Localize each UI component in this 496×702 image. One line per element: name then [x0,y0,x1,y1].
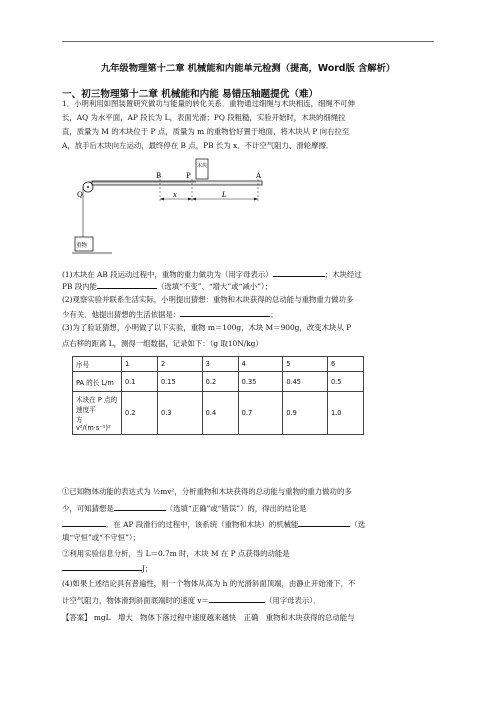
label-l: L [222,191,227,199]
label-x: x [173,191,177,199]
header-rule [62,41,434,42]
table-row: PA 的长 L/m 0.1 0.15 0.2 0.35 0.45 0.5 [73,372,364,392]
table-row: 木块在 P 点的速度平 方 v²/(m·s⁻¹)² 0.2 0.3 0.4 0.7 0.9 1.0 [73,392,364,435]
sub1-line: ①已知物体动能的表达式为 ½mv²，分析重物和木块获得的总动能与重物的重力做功的多 [62,487,352,496]
table-surface [92,181,262,185]
sub1-line-3: ．在 AP 段滑行的过程中，该系统（重物和木块）的机械能 （选 [62,518,365,530]
label-q: Q [77,191,83,199]
q1-line-2: PB 段内能 （选填“不变”、“增大”或“减小”）； [62,282,272,291]
q3-line: (3)为了验证猜想，小明做了以下实验，重物 m＝100g，木块 M＝900g，改变木块从 P [62,323,352,332]
label-block: 木块 [197,163,208,169]
experiment-diagram [72,157,272,267]
question-line: 1．小明利用如图装置研究做功与能量的转化关系．重物通过细绳与木块相连，细绳不可伸 [62,99,355,108]
question-line: 长，AQ 为水平面，AP 段长为 L，表面光滑；PQ 段粗糙，实验开始时，木块的细绳拉 [62,113,346,122]
data-table [72,356,364,435]
sub1-line-4: 填“守恒”或“不守恒”）； [62,533,140,542]
sub2-line-2: J； [62,562,152,574]
document-title: 九年级物理第十二章 机械能和内能单元检测（提高，Word版 含解析） [100,63,396,74]
label-a: A [256,172,262,180]
answer-line: 【答案】 mgL 增大 物体下落过程中速度越来越快 正确 重物和木块获得的总动能与 [62,613,355,622]
q2-line: (2)观察实验并联系生活实际，小明提出猜想：重物和木块获得的总动能与重物重力做功多 [62,295,354,304]
wood-block [196,159,208,179]
label-p: P [186,172,191,180]
sub2-line: ②利用实验信息分析，当 L＝0.7m 时，木块 M 在 P 点获得的动能是 [62,549,290,558]
table-row: 序号 1 2 3 4 5 6 [73,357,364,372]
q4-line: (4)如果上述结论具有普遍性，则一个物体从高为 h 的光滑斜面顶端，由静止开始滑下，不 [62,579,356,588]
label-b: B [156,172,162,180]
q2-line-2: 少有关．他提出猜想的生活依据是： ； [62,310,278,319]
q3-line-2: 点右移的距离 L，测得一组数据，记录如下：（g 取10N/kg） [62,339,263,348]
q1-line: (1)木块在 AB 段运动过程中，重物的重力做功为（用字母表示） ；木块经过 [62,270,362,279]
label-weight: 重物 [76,243,88,249]
question-line: 直，质量为 M 的木块位于 P 点，质量为 m 的重物恰好置于地面，将木块从 P 向右拉至 [62,127,350,136]
question-line: A，放手后木块向左运动，最终停在 B 点，PB 长为 x．不计空气阻力、滑轮摩擦． [62,141,334,150]
q4-line-2: 计空气阻力，物体滑到斜面底端时的速度 v＝ （用字母表示）． [62,596,321,605]
sub1-line-2: 少，可知猜想是 （选填“正确”或“错误”）的，得出的结论是 [62,504,307,513]
section-heading: 一、初三物理第十二章 机械能和内能 易错压轴题提优（难） [62,89,319,100]
